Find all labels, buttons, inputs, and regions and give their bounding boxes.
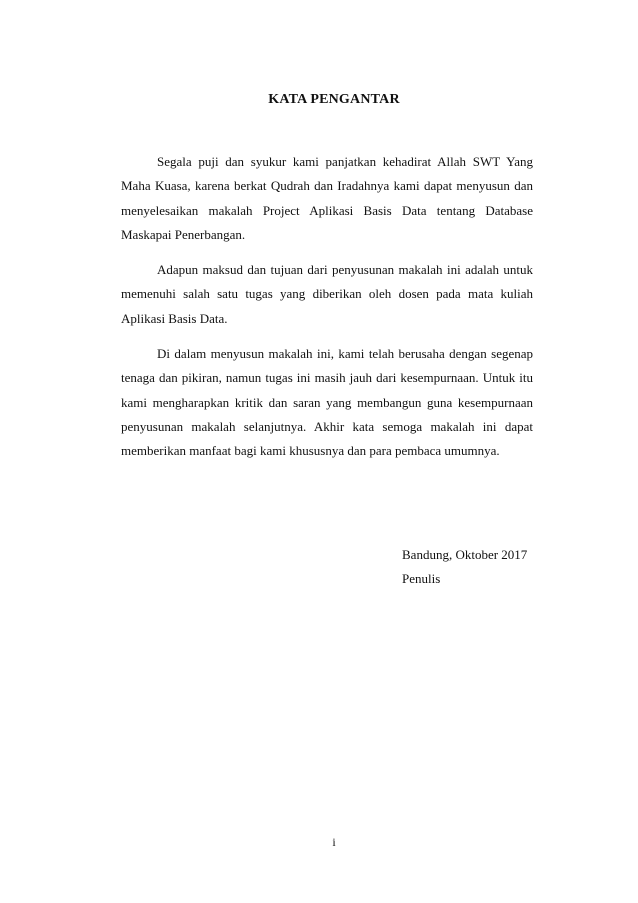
paragraph-2: Adapun maksud dan tujuan dari penyusunan makalah ini adalah untuk memenuhi salah satu tugas yang diberikan oleh dosen pada mata kuliah Aplikasi Basis Data. [121,262,533,326]
document-body [121,150,533,475]
paragraph-1: Segala puji dan syukur kami panjatkan kehadirat Allah SWT Yang Maha Kuasa, karena berkat Qudrah dan Iradahnya kami dapat menyusun dan menyelesaikan makalah Project Aplikasi Basis Data tentang Database Maskapai Penerbangan. [121,154,533,242]
paragraph-3: Di dalam menyusun makalah ini, kami telah berusaha dengan segenap tenaga dan pikiran, namun tugas ini masih jauh dari kesempurnaan. Untuk itu kami mengharapkan kritik dan saran yang membangun guna kesempurnaan penyusunan makalah selanjutnya. Akhir kata semoga makalah ini dapat memberikan manfaat bagi kami khususnya dan para pembaca umumnya. [121,346,533,459]
signature-block [402,543,527,591]
page-number: i [332,835,336,849]
page-title: KATA PENGANTAR [268,92,400,107]
signature-author: Penulis [402,571,441,586]
signature-place-date: Bandung, Oktober 2017 [402,547,528,562]
